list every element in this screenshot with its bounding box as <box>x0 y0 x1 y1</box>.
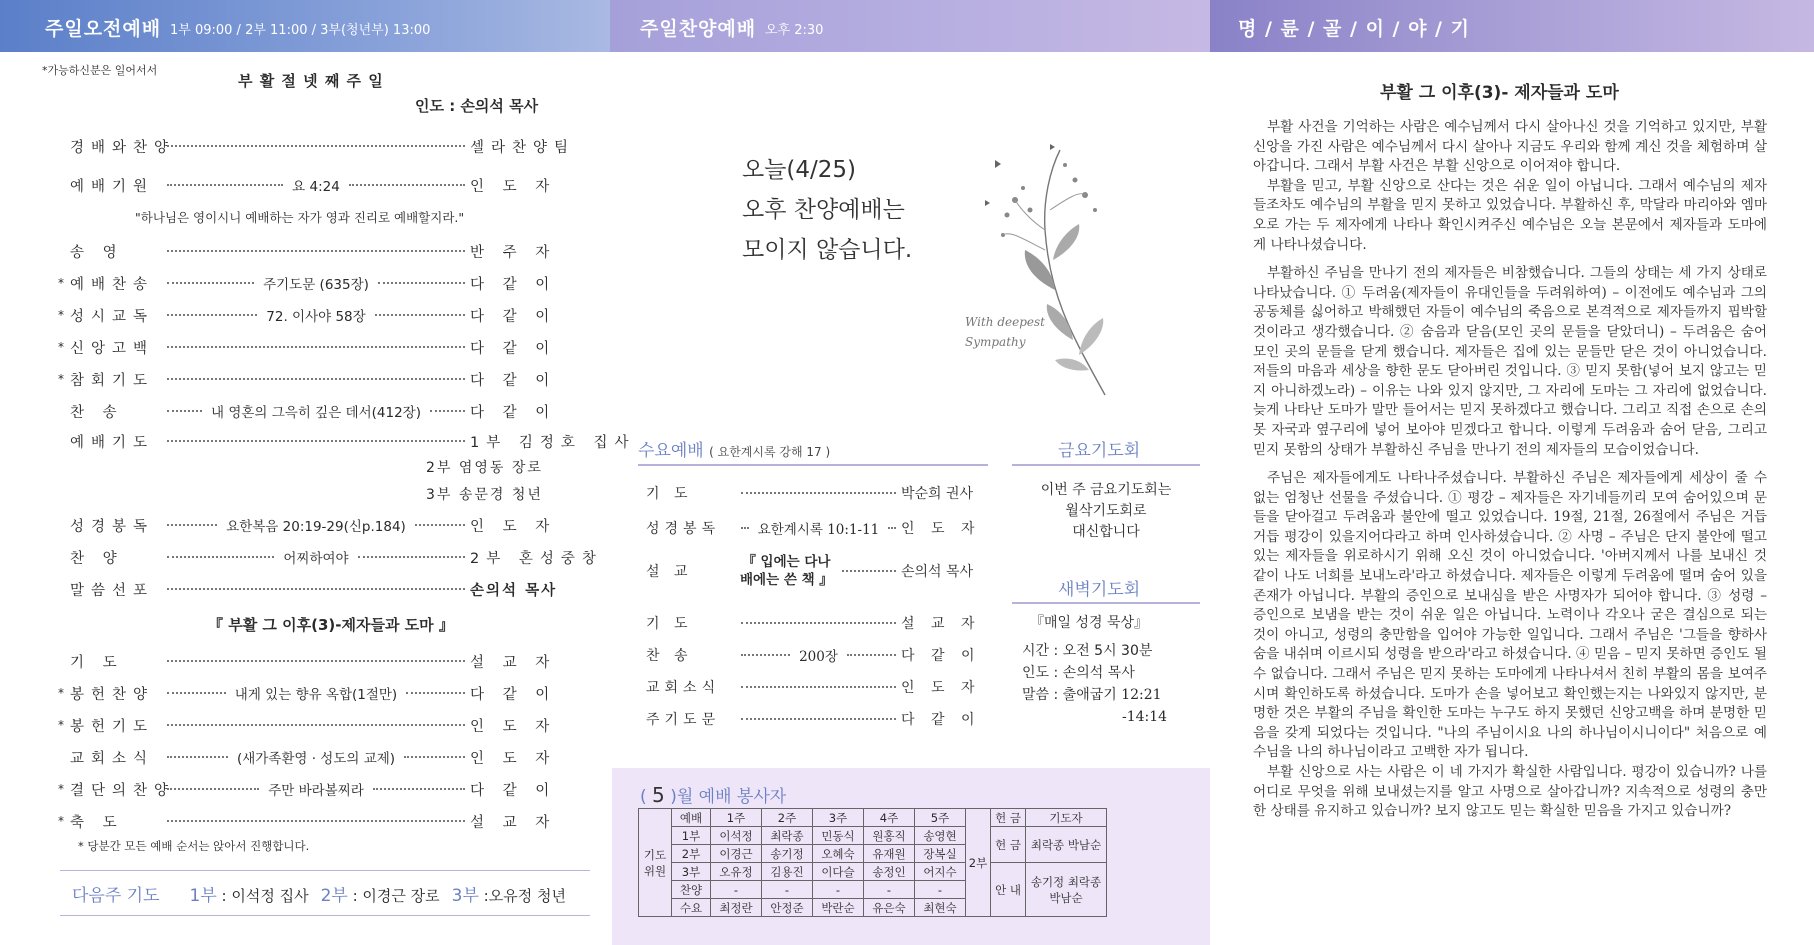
leader-dots <box>167 184 283 186</box>
order-row <box>70 746 565 768</box>
order-detail: 내 영혼의 그윽히 깊은 데서(412장) <box>211 405 421 421</box>
leader-dots <box>378 282 465 284</box>
wed-divider <box>638 464 988 466</box>
order-row <box>58 368 565 390</box>
wed-person: 인 도 자 <box>901 680 981 696</box>
servants-offer-names: 최락종 박남순 <box>1026 827 1107 863</box>
afternoon-service-band <box>610 0 1210 52</box>
servants-cell: 이경근 <box>711 845 762 863</box>
dawn-word-2: -14:14 <box>1122 709 1168 725</box>
servants-cell: 민동식 <box>813 827 864 845</box>
leader-dots <box>741 718 896 720</box>
order-person: 인 도 자 <box>470 178 557 195</box>
order-person: 다 같 이 <box>470 276 557 293</box>
afternoon-service-title: 주일찬양예배 <box>640 18 757 40</box>
leader-dots <box>415 524 465 526</box>
servants-cell: - <box>711 881 762 899</box>
order-label: 찬 양 <box>70 550 124 567</box>
prayer-3: 3부 송문경 청년 <box>426 487 543 503</box>
servants-cell: - <box>915 881 966 899</box>
leader-dots <box>406 692 465 694</box>
seated-note: * 당분간 모든 예배 순서는 앉아서 진행합니다. <box>78 839 310 853</box>
leader-dots <box>375 314 465 316</box>
servants-cell: 유은숙 <box>864 899 915 917</box>
servants-cell: 이석정 <box>711 827 762 845</box>
order-label: 예배찬송 <box>70 276 155 293</box>
leader-dots <box>888 527 896 529</box>
leader-dots <box>167 440 465 442</box>
order-detail: 주만 바라볼찌라 <box>268 783 364 799</box>
servants-cell: 박란순 <box>813 899 864 917</box>
order-label: 말씀선포 <box>70 582 155 599</box>
notice-line-2: 오후 찬양예배는 <box>742 197 905 223</box>
leader-dots <box>167 314 257 316</box>
servants-guide-names: 송기정 최락종 박남순 <box>1026 863 1107 917</box>
order-row <box>70 240 565 262</box>
leader-dots <box>167 556 274 558</box>
dawn-title: 새벽기도회 <box>1058 580 1141 600</box>
order-row <box>70 400 565 422</box>
order-row <box>58 336 565 358</box>
order-person: 2부 혼성중창 <box>470 550 603 567</box>
servants-table <box>638 808 1107 917</box>
leader-dots <box>741 654 790 656</box>
leader-dots <box>167 410 202 412</box>
order-label: 경배와찬양 <box>70 139 176 156</box>
leader-dots <box>167 145 465 147</box>
story-band <box>1210 0 1814 52</box>
story-title: 부활 그 이후(3)- 제자들과 도마 <box>1380 83 1619 103</box>
order-row <box>58 304 565 326</box>
order-detail: 요 4:24 <box>292 179 340 195</box>
wed-person: 인 도 자 <box>901 521 981 537</box>
dawn-info <box>1022 640 1167 728</box>
servants-guide-label: 안 내 <box>991 863 1026 917</box>
servants-header-cell: 5주 <box>915 809 966 827</box>
order-label: 예배기원 <box>70 178 155 195</box>
order-person: 다 같 이 <box>470 372 557 389</box>
wed-label: 찬 송 <box>646 648 693 664</box>
servants-cell: - <box>813 881 864 899</box>
story-paragraph: 부활을 믿고, 부활 신앙으로 산다는 것은 쉬운 일이 아닙니다. 그래서 예수님의 제자들조차도 예수님의 부활을 믿지 못하고 있었습니다. 부활하신 후, 막달라 마리아와 엠마오로 가는 두 제자에게 나타나 확인시켜주신 예수님은 오늘 본문에서 제자들과 도마에게 나타나셨습니다. <box>1253 177 1767 253</box>
order-row <box>70 174 565 196</box>
order-detail: 72. 이사야 58장 <box>266 309 366 325</box>
story-paragraph: 부활 신앙으로 사는 사람은 이 네 가지가 확실한 사람입니다. 평강이 있습니까? 나를 어디로 무엇을 위해 보내셨는지를 알고 사명으로 살아갑니까? 지속적으로 성령의 충만한 상태를 유지하고 있습니까? 보지 않고도 믿는 확실한 믿음을 가지고 있습니까? <box>1253 764 1767 820</box>
wed-label: 기 도 <box>646 616 693 632</box>
leader-dots <box>167 282 254 284</box>
servants-cell: 송정인 <box>864 863 915 881</box>
friday-divider <box>1012 464 1200 466</box>
order-row <box>70 135 576 157</box>
leader-dots <box>167 524 217 526</box>
leader-dots <box>167 346 465 348</box>
story-body <box>1253 118 1767 831</box>
leader-dots <box>349 184 465 186</box>
dawn-word: 말씀 : 출애굽기 12:21 <box>1022 687 1162 703</box>
friday-title: 금요기도회 <box>1058 441 1141 461</box>
order-label: 성경봉독 <box>70 518 155 535</box>
sympathy-floral-illustration <box>955 140 1130 400</box>
leader-dots <box>741 492 896 494</box>
servants-panel <box>612 768 1210 945</box>
order-detail: 어찌하여야 <box>283 551 349 567</box>
story-paragraph: 주님은 제자들에게도 나타나주셨습니다. 부활하신 주님은 제자들에게 세상이 줄 수 없는 엄청난 선물을 주셨습니다. ① 평강 – 제자들은 자기네들끼리 모여 숨어있으며 문들을 닫아걸고 두려움과 불안에 떨고 있었습니다. 19절, 21절, 26절에서 주님은 거듭거듭 평강이 있을지어다라고 하며 인사하셨습니다. ② 사명 – 주님은 단지 불안에 떨고 있는 제자들을 위로하시기 위해 오신 것이 아니었습니다. '아버지께서 나를 보내신 것 같이 나도 너희를 보내노라'라고 하셨습니다. 제자들은 이렇게 두려움에 떨며 숨어 있을 존재가 아닙니다. 부활의 증인으로 보내심을 받은 사명자가 되어야 합니다. ③ 성령 – 증인으로 보냄을 받는 것이 쉬운 일은 아닙니다. 노력이나 각오나 굳은 결심으로 되는 것이 아니고, 성령의 충만함을 입어야 가능한 일입니다. 그래서 주님은 '그들을 향하사 숨을 내쉬며 이르시되 성령을 받으라'라고 하셨습니다. ④ 믿음 – 믿지 못하면 증인도 될 수 없습니다. 그래서 주님은 믿지 못하는 도마에게 나타나셔서 친히 부활의 몸을 보여주시며 확인하도록 하셨습니다. 도마가 손을 넣어보고 확인했는지는 나와있지 않지만, 분명한 것은 부활의 주님을 확인한 도마는 누구도 하지 못했던 신앙고백을 하며 분명한 믿음을 갖게 되었다는 것입니다. "나의 주님이시요 나의 하나님이시니이다" 처음으로 예수님을 나의 하나님이라고 고백한 자가 됩니다. <box>1253 470 1767 761</box>
next-week-prayer <box>60 870 590 916</box>
servants-cell: 오혜숙 <box>813 845 864 863</box>
servants-header-cell: 1주 <box>711 809 762 827</box>
leader-dots <box>358 556 465 558</box>
order-person: 다 같 이 <box>470 404 557 421</box>
notice-line-1: 오늘(4/25) <box>742 157 857 183</box>
leader-dots <box>373 788 465 790</box>
order-label: 찬 송 <box>70 404 124 421</box>
order-person: 손의석 목사 <box>470 582 558 599</box>
story-paragraph: 부활하신 주님을 만나기 전의 제자들은 비참했습니다. 그들의 상태는 세 가지 상태로 나타났습니다. ① 두려움(제자들이 유대인들을 두려워하여) – 이전에도 예수님과 그의 공동체를 싫어하고 박해했던 자들이 예수님의 죽음으로 본격적으로 제자들까지 핍박할 것이라고 생각했습니다. ② 숨음과 닫음(모인 곳의 문들을 닫았더니) – 두려움은 숨어 모인 곳의 문들을 닫게 했습니다. 제자들은 집에 있는 문들만 닫은 것이 아니었습니다. 저들의 마음과 세상을 향한 문도 닫아버린 것입니다. ③ 믿지 못함(넣어 보지 않고는 믿지 아니하겠노라) – 이유는 나와 있지 않지만, 그 자리에 도마는 그 자리에 없었습니다. 늦게 나타난 도마가 말만 들어서는 믿지 못하겠다고 했습니다. 그리고 직접 손으로 손의 못 자국과 옆구리에 넣어 보아야 믿겠다고 합니다. 이렇게 두려움과 숨어 닫음, 그리고 믿지 못함의 상태가 부활하신 주님을 만나기 전의 제자들의 모습이었습니다. <box>1253 265 1767 458</box>
order-label: 축 도 <box>70 814 124 831</box>
servants-cell: 2부 <box>672 845 711 863</box>
wed-row <box>646 708 981 730</box>
servants-cell: 최정란 <box>711 899 762 917</box>
wed-title: 수요예배 ( 요한계시록 강해 17 ) <box>638 441 831 461</box>
order-row <box>58 272 565 294</box>
servants-part: 2부 <box>966 809 991 917</box>
order-label: 봉헌찬양 <box>70 686 155 703</box>
servants-cell: 3부 <box>672 863 711 881</box>
servants-cell: 어지수 <box>915 863 966 881</box>
servants-cell: 찬양 <box>672 881 711 899</box>
leader-dots <box>167 692 226 694</box>
servants-title: ( 5 )월 예배 봉사자 <box>640 783 787 807</box>
wed-row <box>646 644 981 666</box>
order-person: 셀라찬양팀 <box>470 139 576 156</box>
wed-row <box>646 482 981 504</box>
afternoon-notice <box>742 150 912 270</box>
dawn-time: 시간 : 오전 5시 30분 <box>1022 643 1153 659</box>
order-detail: 요한복음 20:19-29(신p.184) <box>226 519 406 535</box>
servants-header-cell: 2주 <box>762 809 813 827</box>
servants-table-wrap <box>638 808 1107 917</box>
order-person: 다 같 이 <box>470 686 557 703</box>
wed-label: 주기도문 <box>646 712 721 728</box>
order-label: 신앙고백 <box>70 340 155 357</box>
leader-dots <box>741 527 749 529</box>
order-row <box>58 714 565 736</box>
stand-marker: * <box>58 308 64 322</box>
wed-row <box>646 554 981 588</box>
leader-dots <box>167 788 259 790</box>
stand-marker: * <box>58 276 64 290</box>
servants-cell: 장복실 <box>915 845 966 863</box>
sympathy-script: With deepest Sympathy <box>965 315 1045 349</box>
dawn-leader: 인도 : 손의석 목사 <box>1022 665 1135 681</box>
leader-dots <box>430 410 465 412</box>
order-row <box>70 430 636 452</box>
servants-header-cell: 예배 <box>672 809 711 827</box>
wed-person: 박순희 권사 <box>901 486 974 502</box>
servants-prayer-header: 기도자 <box>1026 809 1107 827</box>
servants-cell: 최현숙 <box>915 899 966 917</box>
order-detail: 주기도문 (635장) <box>263 277 369 293</box>
order-detail: (새가족환영 · 성도의 교제) <box>236 751 396 767</box>
stand-marker: * <box>58 686 64 700</box>
servants-side-label: 기도 위원 <box>639 809 672 917</box>
stand-marker: * <box>58 814 64 828</box>
order-person: 인 도 자 <box>470 718 557 735</box>
servants-offer-header: 헌 금 <box>991 809 1026 827</box>
morning-service-band <box>0 0 610 52</box>
morning-service-title: 주일오전예배 <box>45 18 162 40</box>
servants-cell: 유재원 <box>864 845 915 863</box>
leader-dots <box>167 250 465 252</box>
leader-dots <box>167 660 465 662</box>
order-label: 성시교독 <box>70 308 155 325</box>
servants-cell: 최락종 <box>762 827 813 845</box>
wed-person: 다 같 이 <box>901 648 981 664</box>
stand-marker: * <box>58 782 64 796</box>
servants-cell: 원홍직 <box>864 827 915 845</box>
morning-service-times: 1부 09:00 / 2부 11:00 / 3부(청년부) 13:00 <box>170 23 431 38</box>
servants-cell: 1부 <box>672 827 711 845</box>
order-person: 인 도 자 <box>470 750 557 767</box>
servants-cell: 이다슬 <box>813 863 864 881</box>
servants-header-cell: 3주 <box>813 809 864 827</box>
wed-label: 교회소식 <box>646 680 721 696</box>
servants-cell: 오유정 <box>711 863 762 881</box>
wed-label: 설 교 <box>646 564 693 580</box>
order-person: 다 같 이 <box>470 340 557 357</box>
dawn-divider <box>1012 602 1200 604</box>
friday-notice: 이번 주 금요기도회는 월삭기도회로 대신합니다 <box>1040 482 1172 540</box>
wed-person: 손의석 목사 <box>901 564 974 580</box>
story-band-title: 명 / 륜 / 골 / 이 / 야 / 기 <box>1238 18 1470 40</box>
notice-line-3: 모이지 않습니다. <box>742 237 913 263</box>
wed-row <box>646 676 981 698</box>
order-row <box>58 810 565 832</box>
order-label: 참회기도 <box>70 372 155 389</box>
next-week-label: 다음주 기도 <box>72 885 160 906</box>
servants-cell: 송기정 <box>762 845 813 863</box>
sermon-title: 『 부활 그 이후(3)-제자들과 도마 』 <box>208 616 454 634</box>
service-leader: 인도 : 손의석 목사 <box>415 97 539 115</box>
prayer-2: 2부 염영동 장로 <box>426 460 543 476</box>
order-person: 1부 김정호 집사 <box>470 434 636 451</box>
order-person: 설 교 자 <box>470 654 557 671</box>
leader-dots <box>847 654 896 656</box>
order-person: 다 같 이 <box>470 782 557 799</box>
dawn-subtitle: 『매일 성경 묵상』 <box>1030 615 1149 631</box>
wed-detail: 요한계시록 10:1-11 <box>757 522 880 538</box>
order-person: 반 주 자 <box>470 244 557 261</box>
week-title: 부 활 절 넷 째 주 일 <box>238 72 384 90</box>
servants-cell: 송영현 <box>915 827 966 845</box>
order-label: 예배기도 <box>70 434 155 451</box>
order-person: 인 도 자 <box>470 518 557 535</box>
order-label: 기 도 <box>70 654 124 671</box>
servants-cell: - <box>864 881 915 899</box>
leader-dots <box>167 724 465 726</box>
leader-dots <box>842 570 896 572</box>
wed-person: 다 같 이 <box>901 712 981 728</box>
wed-row <box>646 517 981 539</box>
leader-dots <box>167 820 465 822</box>
next-week-1: 1부 : 이석정 집사 <box>189 885 309 906</box>
wed-person: 설 교 자 <box>901 616 981 632</box>
order-label: 결단의찬양 <box>70 782 176 799</box>
story-paragraph: 부활 사건을 기억하는 사람은 예수님께서 다시 살아나신 것을 기억하고 있지만, 부활 신앙을 가진 사람은 예수님께서 다시 살아나 지금도 우리와 함께 계신 것을 체험하며 살아갑니다. 그래서 부활 사건은 부활 신앙으로 이어져야 합니다. <box>1253 119 1767 175</box>
wed-row <box>646 612 981 634</box>
stand-marker: * <box>58 340 64 354</box>
stand-note: *가능하신분은 일어서서 <box>42 64 158 77</box>
wed-sermon-title: 『 입에는 다나 배에는 쓴 책 』 <box>740 554 833 588</box>
stand-marker: * <box>58 718 64 732</box>
servants-offer-label: 헌 금 <box>991 827 1026 863</box>
stand-marker: * <box>58 372 64 386</box>
leader-dots <box>167 378 465 380</box>
afternoon-service-time: 오후 2:30 <box>765 23 824 38</box>
order-label: 송 영 <box>70 244 124 261</box>
servants-header-cell: 4주 <box>864 809 915 827</box>
servants-cell: 수요 <box>672 899 711 917</box>
order-row <box>70 578 565 600</box>
leader-dots <box>404 756 465 758</box>
order-person: 다 같 이 <box>470 308 557 325</box>
leader-dots <box>167 756 228 758</box>
order-person: 설 교 자 <box>470 814 557 831</box>
wed-detail: 200장 <box>799 649 838 665</box>
order-detail: 내게 있는 향유 옥합(1절만) <box>234 687 398 703</box>
leader-dots <box>741 686 896 688</box>
order-label: 교회소식 <box>70 750 155 767</box>
wed-label: 기 도 <box>646 486 693 502</box>
next-week-3: 3부 :오유정 청년 <box>451 885 566 906</box>
servants-cell: 김용진 <box>762 863 813 881</box>
scripture-quote: "하나님은 영이시니 예배하는 자가 영과 진리로 예배할지라." <box>135 210 465 225</box>
order-row <box>70 546 603 568</box>
servants-cell: - <box>762 881 813 899</box>
wed-label: 성경봉독 <box>646 521 721 537</box>
order-row <box>58 778 565 800</box>
order-row <box>70 650 565 672</box>
order-label: 봉헌기도 <box>70 718 155 735</box>
servants-cell: 안정준 <box>762 899 813 917</box>
leader-dots <box>167 588 465 590</box>
order-row <box>70 514 565 536</box>
order-row <box>58 682 565 704</box>
next-week-2: 2부 : 이경근 장로 <box>320 885 440 906</box>
leader-dots <box>741 622 896 624</box>
